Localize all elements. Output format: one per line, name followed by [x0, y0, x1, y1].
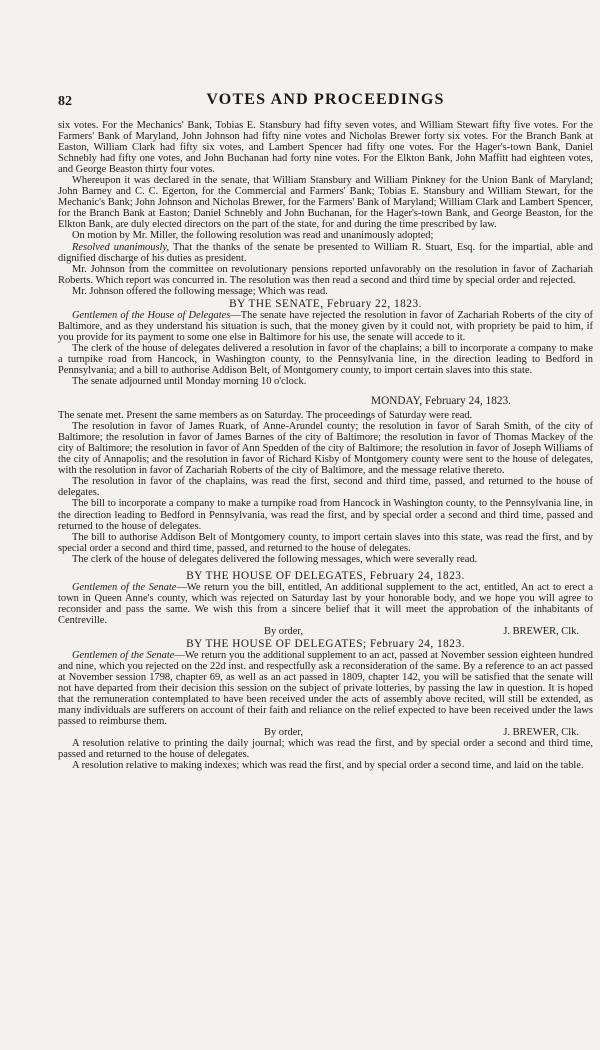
signoff-2-clerk: J. BREWER, Clk. [503, 727, 579, 739]
address-senate-2: Gentlemen of the Senate [72, 649, 175, 661]
paragraph-resolutions-sent: The resolution in favor of James Ruark, of Anne-Arundel county; the resolution in favor of Sarah Smith, of the city of Baltimore; the resolution in favor of James Barnes of the city of Baltimore; the resolution in favor of Thomas Mackey of the city of Baltimore; the resolution in favor of Ann Spedden of the city of Baltimore; the resolution in favor of Joseph Williams of the city of Annapolis; and the resolution in favor of Richard Kisby of Montgomery county were sent to the house of delegates, with the resolution in favor of Zachariah Roberts of the city of Baltimore, and the message relative thereto. [58, 421, 593, 477]
paragraph-pensions-report: Mr. Johnson from the committee on revolutionary pensions reported unfavorably on the resolution in favor of Zachariah Roberts. Which report was concurred in. The resolution was then read a second and third time by special order and rejected. [58, 263, 593, 286]
paragraph-indexes: A resolution relative to making indexes; which was read the first, and by special order a second time, and laid on the table. [72, 760, 584, 772]
paragraph-daily-journal: A resolution relative to printing the daily journal; which was read the first, and by special order a second and third time, passed and returned to the house of delegates. [58, 738, 593, 761]
paragraph-motion-miller: On motion by Mr. Miller, the following resolution was read and unanimously adopted; [72, 230, 434, 242]
paragraph-senate-message [58, 310, 593, 343]
paragraph-turnpike-bill: The bill to incorporate a company to make a turnpike road from Hancock in Washington county, to the Pennsylvania line, in the direction leading to Bedford in Pennsylvania, was read the first, and by special order a second and third time, passed and returned to the house of delegates. [58, 498, 593, 532]
address-senate-1: Gentlemen of the Senate [72, 581, 177, 593]
paragraph-adjourned: The senate adjourned until Monday morning 10 o'clock. [72, 376, 307, 388]
paragraph-clerk-delivered: The clerk of the house of delegates delivered a resolution in favor of the chaplains; a bill to incorporate a company to make a turnpike road from Hancock, in Washington county, to the Pennsylvania line, in the direction leading to Bedford in Pennsylvania; and a bill to authorise Addison Belt, of Montgomery county, to import certain slaves into this state. [58, 342, 593, 376]
paragraph-queen-annes-message [58, 582, 593, 626]
resolved-text: That the thanks of the senate be presented to William R. Stuart, Esq. for the impartial, able and dignified discharge of his duties as president. [58, 241, 594, 264]
signoff-1-clerk: J. BREWER, Clk. [503, 625, 579, 637]
paragraph-resolution-thanks [58, 242, 593, 264]
signoff-2-order: By order, [264, 727, 304, 739]
heading-monday: MONDAY, February 24, 1823. [371, 395, 511, 408]
paragraph-directors-declared: Whereupon it was declared in the senate, that William Stansbury and William Pinkney for the Union Bank of Maryland; John Barney and C. C. Egerton, for the Commercial and Farmers' Bank; Tobias E. Stansbury and William Stewart, for the Mechanic's Bank; John Johnson and Nicholas Brewer, for the Farmers' Bank of Maryland; William Clark and Lambert Spencer, for the Branch Bank at Easton; Daniel Schnebly and John Buchanan, for the Hager's-town Bank, and George Beaston, for the Elkton Bank, are duly elected directors on the part of the state, for and during the time prescribed by law. [58, 175, 593, 231]
paragraph-vote-results: six votes. For the Mechanics' Bank, Tobias E. Stansbury had fifty seven votes, and William Stewart fifty five votes. For the Farmers' Bank of Maryland, John Johnson had fifty nine votes and Nicholas Brewer forty six votes. For the Branch Bank at Easton, William Clark had fifty six votes, and Lambert Spencer had fifty one votes. For the Hager's-town Bank, Daniel Schnebly had fifty one votes, and John Buchanan had forty nine votes. For the Elkton Bank, John Maffitt had eighteen votes, and George Beaston thirty four votes. [58, 120, 593, 176]
heading-house-of-delegates-1: BY THE HOUSE OF DELEGATES, February 24, 1823. [186, 569, 465, 582]
paragraph-belt-bill: The bill to authorise Addison Belt of Montgomery county, to import certain slaves into this state, was read the first, and by special order a second and third time, passed, and returned to the house of delegates. [58, 531, 593, 554]
paragraph-lotteries-message [58, 650, 593, 727]
heading-by-the-senate: BY THE SENATE, February 22, 1823. [229, 297, 422, 310]
signoff-1-order: By order, [264, 625, 304, 637]
senate-message-text: —The senate have rejected the resolution in favor of Zachariah Roberts of the city of Baltimore, and as they understand his situation is such, that the money given by it could not, with propriety be paid to him, if you provide for its payment to some one else in Baltimore for his use, the senate will accede to it. [58, 309, 593, 343]
address-delegates: Gentlemen of the House of Delegates [72, 309, 231, 321]
page-header [58, 92, 593, 118]
signoff-1 [58, 626, 593, 637]
paragraph-clerk-messages: The clerk of the house of delegates delivered the following messages, which were severally read. [72, 553, 478, 565]
paragraph-johnson-message: Mr. Johnson offered the following message; Which was read. [72, 285, 328, 297]
resolved-lead: Resolved unanimously, [72, 241, 170, 253]
heading-house-of-delegates-2: BY THE HOUSE OF DELEGATES; February 24, 1823. [186, 637, 465, 650]
document-page [58, 92, 593, 771]
paragraph-senate-met: The senate met. Present the same members as on Saturday. The proceedings of Saturday were read. [58, 410, 473, 422]
signoff-2 [58, 727, 593, 738]
page-number: 82 [58, 94, 72, 109]
paragraph-chaplains: The resolution in favor of the chaplains, was read the first, second and third time, passed, and returned to the house of delegates. [58, 476, 593, 499]
lotteries-message-text: —We return you the additional supplement to an act, passed at November session eighteen hundred and nine, which you rejected on the 22d inst. and respectfully ask a reconsideration of the same. By a reference to an act passed at November session 1798, chapter 69, as well as an act passed in 1809, chapter 142, you will be satisfied that the senate will not have departed from their decision this session on the subject of private lotteries, by passing the law in question. It is hoped that the remuneration contemplated to have been received under the acts of assembly above recited, will still be extended, as many individuals are sufferers on account of their faith and reliance on the relief expected to have been received under the laws passed to reimburse them. [58, 649, 593, 728]
running-head: VOTES AND PROCEEDINGS [206, 91, 445, 108]
queen-annes-message-text: —We return you the bill, entitled, An additional supplement to the act, entitled, An act to erect a town in Queen Anne's county, which was rejected on Saturday last by your honorable body, and we hope you will agree to reconsider and pass the same. We wish this from a sincere belief that it will meet the approbation of the inhabitants of Centreville. [58, 581, 593, 626]
